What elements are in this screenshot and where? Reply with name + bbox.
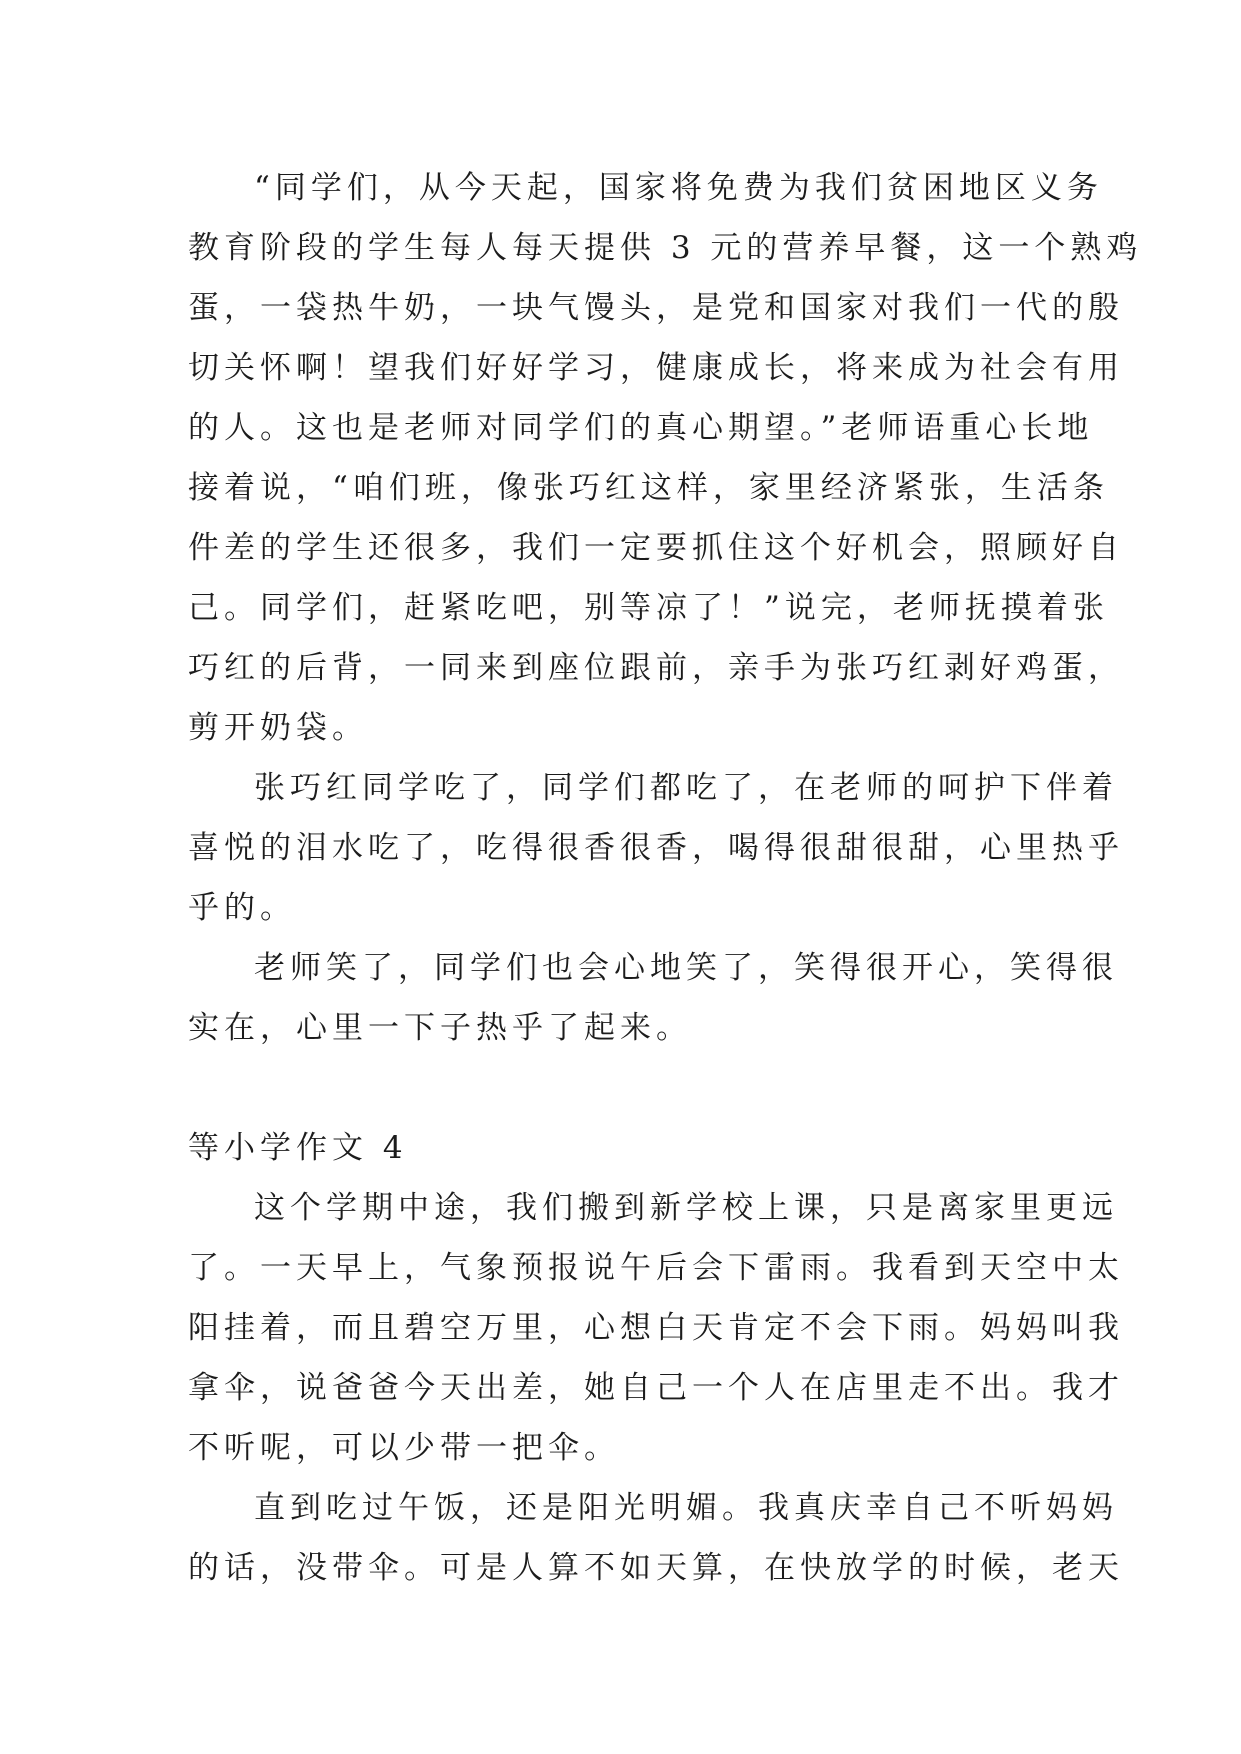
text-line: 巧红的后背，一同来到座位跟前，亲手为张巧红剥好鸡蛋，: [188, 650, 1124, 686]
text-line: 阳挂着，而且碧空万里，心想白天肯定不会下雨。妈妈叫我: [188, 1310, 1124, 1346]
text-line: 的人。这也是老师对同学们的真心期望。”老师语重心长地: [188, 410, 1094, 446]
text-line: 不听呢，可以少带一把伞。: [188, 1430, 620, 1466]
text-line: “同学们，从今天起，国家将免费为我们贫困地区义务: [254, 170, 1103, 206]
text-line: 实在，心里一下子热乎了起来。: [188, 1010, 692, 1046]
text-line: 张巧红同学吃了，同学们都吃了，在老师的呵护下伴着: [254, 770, 1118, 806]
essay4-paragraph1: [188, 1178, 1124, 1478]
text-line: 了。一天早上，气象预报说午后会下雷雨。我看到天空中太: [188, 1250, 1124, 1286]
section-spacer: [188, 1058, 1058, 1118]
text-line: 乎的。: [188, 890, 296, 926]
essay4-paragraph2: [188, 1478, 1124, 1598]
text-line: 蛋，一袋热牛奶，一块气馒头，是党和国家对我们一代的殷: [188, 290, 1124, 326]
essay3-paragraph2: [188, 758, 1124, 938]
essay4-title: 等小学作文 4: [188, 1130, 408, 1166]
text-line: 直到吃过午饭，还是阳光明媚。我真庆幸自己不听妈妈: [254, 1490, 1118, 1526]
essay3-paragraph3: [188, 938, 1118, 1058]
text-line: 的话，没带伞。可是人算不如天算，在快放学的时候，老天: [188, 1550, 1124, 1586]
document-body: [188, 158, 1143, 1598]
text-line: 剪开奶袋。: [188, 710, 368, 746]
text-line: 件差的学生还很多，我们一定要抓住这个好机会，照顾好自: [188, 530, 1124, 566]
text-line: 这个学期中途，我们搬到新学校上课，只是离家里更远: [254, 1190, 1118, 1226]
text-line: 己。同学们，赶紧吃吧，别等凉了！”说完，老师抚摸着张: [188, 590, 1109, 626]
text-line: 切关怀啊！望我们好好学习，健康成长，将来成为社会有用: [188, 350, 1124, 386]
text-line: 拿伞，说爸爸今天出差，她自己一个人在店里走不出。我才: [188, 1370, 1124, 1406]
text-line: 老师笑了，同学们也会心地笑了，笑得很开心，笑得很: [254, 950, 1118, 986]
text-line: 接着说，“咱们班，像张巧红这样，家里经济紧张，生活条: [188, 470, 1109, 506]
essay3-paragraph1: [188, 158, 1143, 758]
text-line: 喜悦的泪水吃了，吃得很香很香，喝得很甜很甜，心里热乎: [188, 830, 1124, 866]
text-line: 教育阶段的学生每人每天提供 3 元的营养早餐，这一个熟鸡: [188, 230, 1143, 266]
